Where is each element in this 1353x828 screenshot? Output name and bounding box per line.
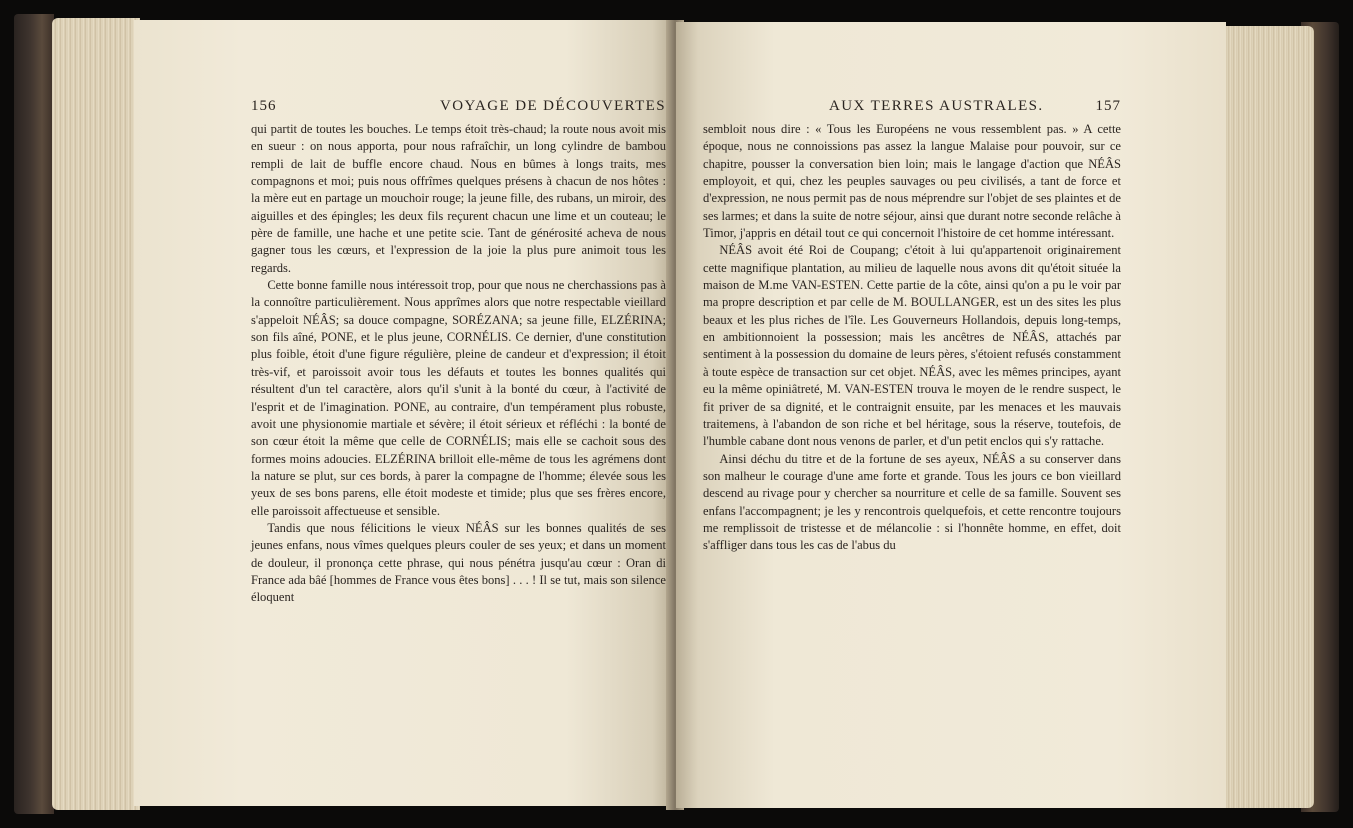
right-paragraph-3: Ainsi déchu du titre et de la fortune de ses ayeux, NÉÂS a su conserver dans son malheur le courage d'une ame forte et grande. Tous les jours ce bon vieillard descend au rivage pour y chercher sa nourriture et celle de sa famille. Souvent ses enfans l'accompagnent; je les y rencontrois quelquefois, et cette rencontre toujours me remplissoit de tristesse et de mélancolie : si l'honnête homme, en effet, doit s'affliger dans tous les cas de l'abus du [703, 451, 1121, 553]
left-paragraph-3: Tandis que nous félicitions le vieux NÉÂS sur les bonnes qualités de ses jeunes enfans, nous vîmes quelques pleurs couler de ses yeux; et dans un moment de douleur, il prononça cette phrase, qui nous pénétra jusqu'au cœur : Oran di France ada bâé [hommes de France vous êtes bons] . . . ! Il se tut, mais son silence éloquent [251, 520, 666, 605]
right-page-column [703, 98, 1121, 555]
left-running-head: VOYAGE DE DÉCOUVERTES [440, 98, 666, 114]
left-page-number: 156 [251, 98, 277, 114]
left-paragraph-1: qui partit de toutes les bouches. Le temps étoit très-chaud; la route nous avoit mis en sueur : on nous apporta, pour nous rafraîchir, un long cylindre de bambou rempli de lait de buffle encore chaud. Nous en bûmes à longs traits, mes compagnons et moi; puis nous offrîmes quelques présens à chacun de nos hôtes : la mère eut en partage un mouchoir rouge; la jeune fille, des rubans, un miroir, des aiguilles et des épingles; les deux fils reçurent chacun une lime et un couteau; le père de famille, une hache et une petite scie. Tant de générosité acheva de nous gagner tous les cœurs, et l'expression de la joie la plus pure animoit tous les regards. [251, 122, 666, 275]
left-page-text [251, 121, 666, 607]
right-paragraph-1: sembloit nous dire : « Tous les Européens ne vous ressemblent pas. » A cette époque, nous ne connoissions pas assez la langue Malaise pour pouvoir, sur ce chapitre, pousser la conversation bien loin; mais le langage d'action que NÉÂS employoit, et qui, chez les peuples sauvages ou peu civilisés, a tant de force et d'expression, ne nous permit pas de nous méprendre sur l'objet de ses plaintes et de ses larmes; et dans la suite de notre séjour, ainsi que durant notre seconde relâche à Timor, j'appris en détail tout ce qui concernoit l'histoire de cet homme intéressant. [703, 122, 1121, 241]
right-page-number: 157 [1095, 98, 1121, 114]
left-paragraph-2: Cette bonne famille nous intéressoit trop, pour que nous ne cherchassions pas à la connoître particulièrement. Nous apprîmes alors que notre respectable vieillard s'appeloit NÉÂS; sa douce compagne, SORÉZANA; sa jeune fille, ELZÉRINA; son fils aîné, PONE, et le plus jeune, CORNÉLIS. Ce dernier, d'une constitution plus foible, étoit d'une figure régulière, pleine de candeur et d'expression; il étoit très-vif, et paroissoit avoir tous les défauts et toutes les bonnes qualités qui résultent d'un tel caractère, alors qu'il s'unit à la bonté du cœur, à l'activité de l'esprit et de l'imagination. PONE, au contraire, d'un tempérament plus robuste, avoit une physionomie martiale et sévère; il étoit sérieux et réfléchi : la bonté de son cœur étoit la même que celle de CORNÉLIS; mais elle se cachoit sous des formes moins adoucies. ELZÉRINA brilloit elle-même de tous les agrémens dont la nature se plut, sur ces bords, à parer la compagne de l'homme; élevée sous les yeux de ses bons parens, elle étoit modeste et timide; plus que ses frères encore, elle paroissoit affectueuse et sensible. [251, 278, 666, 518]
page-edges-right [1222, 26, 1314, 808]
right-paragraph-2: NÉÂS avoit été Roi de Coupang; c'étoit à lui qu'appartenoit originairement cette magnifique plantation, au milieu de laquelle nous avons dit qu'étoit située la maison de M.me VAN-ESTEN. Cette partie de la côte, ainsi qu'on a pu le voir par ma propre description et par celle de M. BOULLANGER, est un des sites les plus beaux et les plus riches de l'île. Les Gouverneurs Hollandois, depuis long-temps, en ambitionnoient la possession; mais les ancêtres de NÉÂS, attachés par sentiment à la possession du domaine de leurs pères, s'étoient refusés constamment à toute espèce de transaction sur cet objet. NÉÂS, avec les mêmes principes, ayant eu la même opiniâtreté, M. VAN-ESTEN trouva le moyen de le rendre suspect, le fit priver de sa dignité, et le contraignit ensuite, par les menaces et les mauvais traitemens, à l'abandon de son riche et bel héritage, sous la réserve, toutefois, de l'humble cabane dont nous venons de parler, et d'un petit enclos qui s'y rattache. [703, 243, 1121, 449]
right-running-head: AUX TERRES AUSTRALES. [829, 98, 1044, 114]
page-edges-left [52, 18, 140, 810]
right-page-text [703, 121, 1121, 555]
right-page [676, 22, 1226, 808]
left-page [134, 20, 674, 806]
right-page-header [703, 98, 1121, 115]
book-cover-left [14, 14, 54, 814]
left-page-column [251, 98, 666, 607]
left-page-header [251, 98, 666, 115]
